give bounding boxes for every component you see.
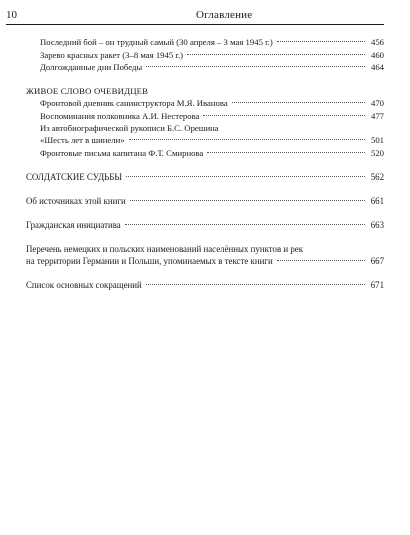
dot-leader [146,66,365,67]
toc-entry-page: 477 [370,110,384,121]
toc-entry-page: 671 [370,279,384,290]
toc-entry [26,219,384,231]
page-number: 10 [6,9,17,21]
dot-leader [232,102,365,103]
toc-entry [26,279,384,291]
table-of-contents [26,36,384,291]
dot-leader [129,139,365,140]
toc-entry-page: 667 [370,255,384,266]
section-heading [26,85,384,97]
toc-entry-page: 470 [370,98,384,108]
toc-entry-title: Зарево красных ракет (3–8 мая 1945 г.) [40,49,184,60]
toc-entry-title: Список основных сокращений [26,279,142,290]
toc-entry-title: Гражданская инициатива [26,219,121,230]
dot-leader [146,284,365,285]
toc-entry [26,36,384,48]
toc-entry-title-line2: «Шесть лет в шинели» [40,135,125,145]
dot-leader [203,115,365,116]
dot-leader [125,224,365,225]
toc-entry-page: 501 [370,135,384,145]
toc-entry [26,147,384,159]
toc-entry-title: Об источниках этой книги [26,195,126,206]
running-head: Оглавление [196,9,253,21]
toc-entry-page: 464 [370,62,384,72]
toc-entry [26,61,384,73]
page-header [6,8,384,25]
toc-entry-page: 663 [370,219,384,230]
toc-entry-title: Долгожданные дни Победы [40,62,143,72]
toc-entry-title: СОЛДАТСКИЕ СУДЬБЫ [26,171,123,182]
toc-entry-multiline [26,122,384,146]
toc-entry-page: 661 [370,195,384,206]
dot-leader [187,54,365,55]
dot-leader [277,41,365,42]
toc-entry-title: Воспоминания полковника А.И. Нестерова [40,110,200,121]
dot-leader [277,260,365,261]
toc-entry-multiline [26,243,384,267]
dot-leader [130,200,365,201]
toc-entry-page: 520 [370,147,384,158]
toc-entry [26,110,384,122]
dot-leader [207,152,365,153]
toc-entry-page: 562 [370,171,384,182]
toc-entry-title: Фронтовой дневник санинструктора М.Я. Иванова [40,98,228,108]
toc-entry [26,171,384,183]
toc-entry-page: 460 [370,49,384,60]
toc-entry-title-line1: Из автобиографической рукописи Б.С. Орешина [40,123,219,133]
toc-entry-title-line1: Перечень немецких и польских наименований населённых пунктов и рек [26,243,304,254]
toc-entry-title: Последний бой – он трудный самый (30 апреля – 3 мая 1945 г.) [40,37,273,47]
section-heading-title: ЖИВОЕ СЛОВО ОЧЕВИДЦЕВ [26,86,149,96]
toc-entry-title-line2: на территории Германии и Польши, упоминаемых в тексте книги [26,255,273,266]
dot-leader [126,176,365,177]
toc-entry [26,195,384,207]
toc-entry [26,49,384,61]
toc-entry-page: 456 [370,37,384,47]
toc-entry-title: Фронтовые письма капитана Ф.Т. Смирнова [40,147,204,158]
toc-entry [26,97,384,109]
